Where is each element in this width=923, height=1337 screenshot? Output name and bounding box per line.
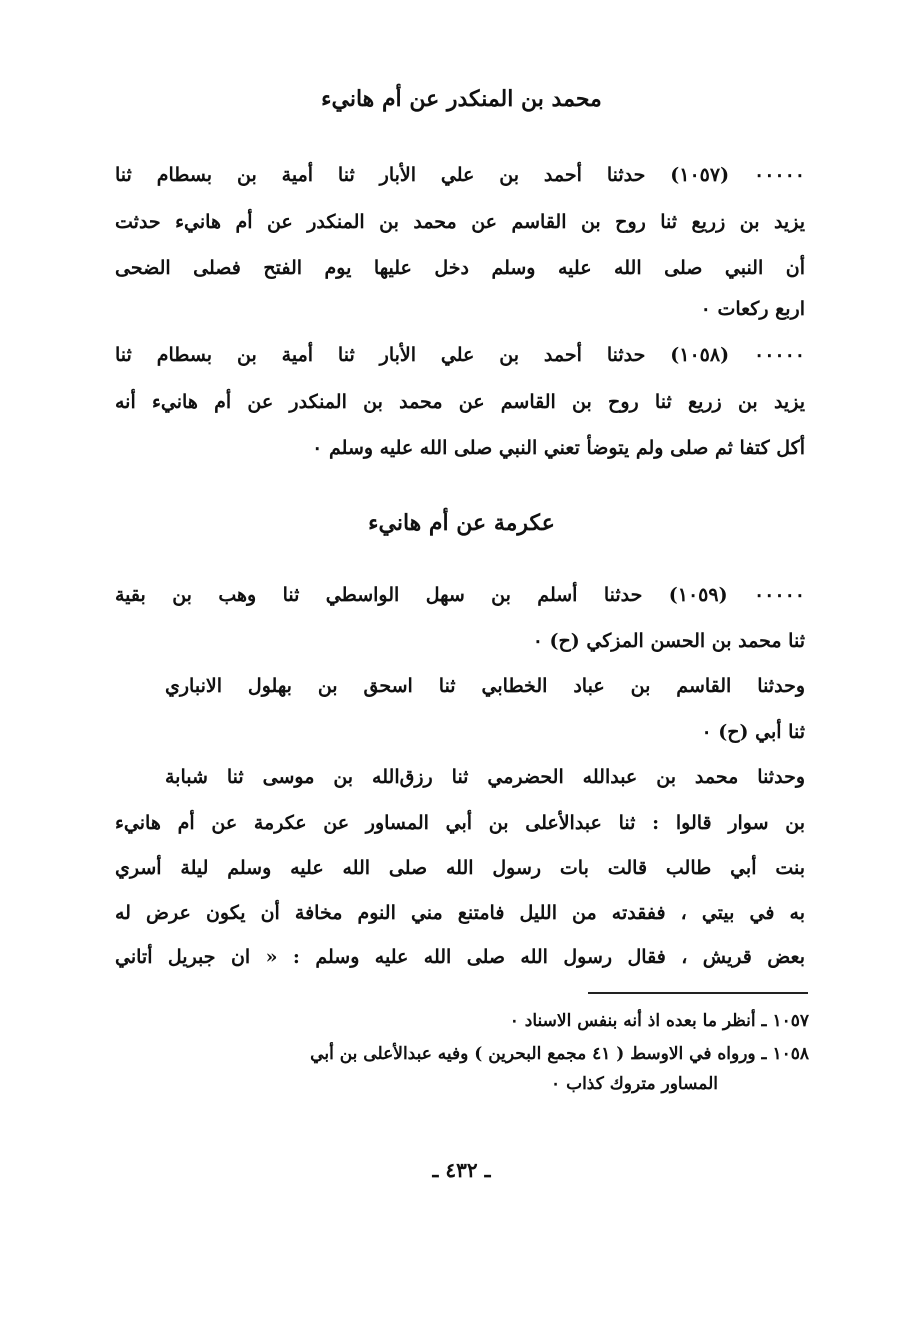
- footnote-1058-continuation: المساور متروك كذاب ٠: [551, 1074, 718, 1094]
- page-number: ـ ٤٣٢ ـ: [432, 1158, 491, 1182]
- footnote-separator: [588, 992, 808, 994]
- text-line: وحدثنا القاسم بن عباد الخطابي ثنا اسحق بن بهلول الانباري: [165, 675, 805, 697]
- text-line: أكل كتفا ثم صلى ولم يتوضأ تعني النبي صلى الله عليه وسلم ٠: [312, 437, 805, 459]
- text-line: بنت أبي طالب قالت بات رسول الله صلى الله عليه وسلم ليلة أسري: [115, 857, 805, 879]
- text-line: به في بيتي ، ففقدته من الليل فامتنع مني النوم مخافة أن يكون عرض له: [115, 902, 805, 924]
- text-line: ٠٠٠٠٠ (١٠٥٨) حدثنا أحمد بن علي الأبار ثنا أمية بن بسطام ثنا: [115, 344, 806, 366]
- text-line: أن النبي صلى الله عليه وسلم دخل عليها يوم الفتح فصلى الضحى: [115, 257, 805, 279]
- text-line: اربع ركعات ٠: [700, 298, 805, 320]
- text-line: ٠٠٠٠٠ (١٠٥٩) حدثنا أسلم بن سهل الواسطي ثنا وهب بن بقية: [115, 584, 805, 606]
- text-line: وحدثنا محمد بن عبدالله الحضرمي ثنا رزق‌الله بن موسى ثنا شبابة: [165, 766, 805, 788]
- footnote-1057: ١٠٥٧ ـ أنظر ما بعده اذ أنه بنفس الاسناد ٠: [509, 1011, 809, 1031]
- section-heading-ikrima: عكرمة عن أم هانيء: [368, 510, 555, 536]
- text-line: ٠٠٠٠٠ (١٠٥٧) حدثنا أحمد بن علي الأبار ثنا أمية بن بسطام ثنا: [115, 164, 806, 186]
- text-line: بعض قريش ، فقال رسول الله صلى الله عليه وسلم : « ان جبريل أتاني: [115, 946, 805, 968]
- text-line: يزيد بن زريع ثنا روح بن القاسم عن محمد بن المنكدر عن أم هانيء أنه: [115, 391, 805, 413]
- text-line: بن سوار قالوا : ثنا عبدالأعلى بن أبي المساور عن عكرمة عن أم هانيء: [115, 812, 805, 834]
- text-line: ثنا محمد بن الحسن المزكي (ح) ٠: [532, 630, 805, 652]
- footnote-1058: ١٠٥٨ ـ ورواه في الاوسط ( ٤١ مجمع البحرين ) وفيه عبدالأعلى بن أبي: [310, 1044, 809, 1064]
- text-line: يزيد بن زريع ثنا روح بن القاسم عن محمد بن المنكدر عن أم هانيء حدثت: [115, 211, 805, 233]
- section-heading-ibn-al-munkadir: محمد بن المنكدر عن أم هانيء: [321, 86, 602, 112]
- text-line: ثنا أبي (ح) ٠: [701, 721, 805, 743]
